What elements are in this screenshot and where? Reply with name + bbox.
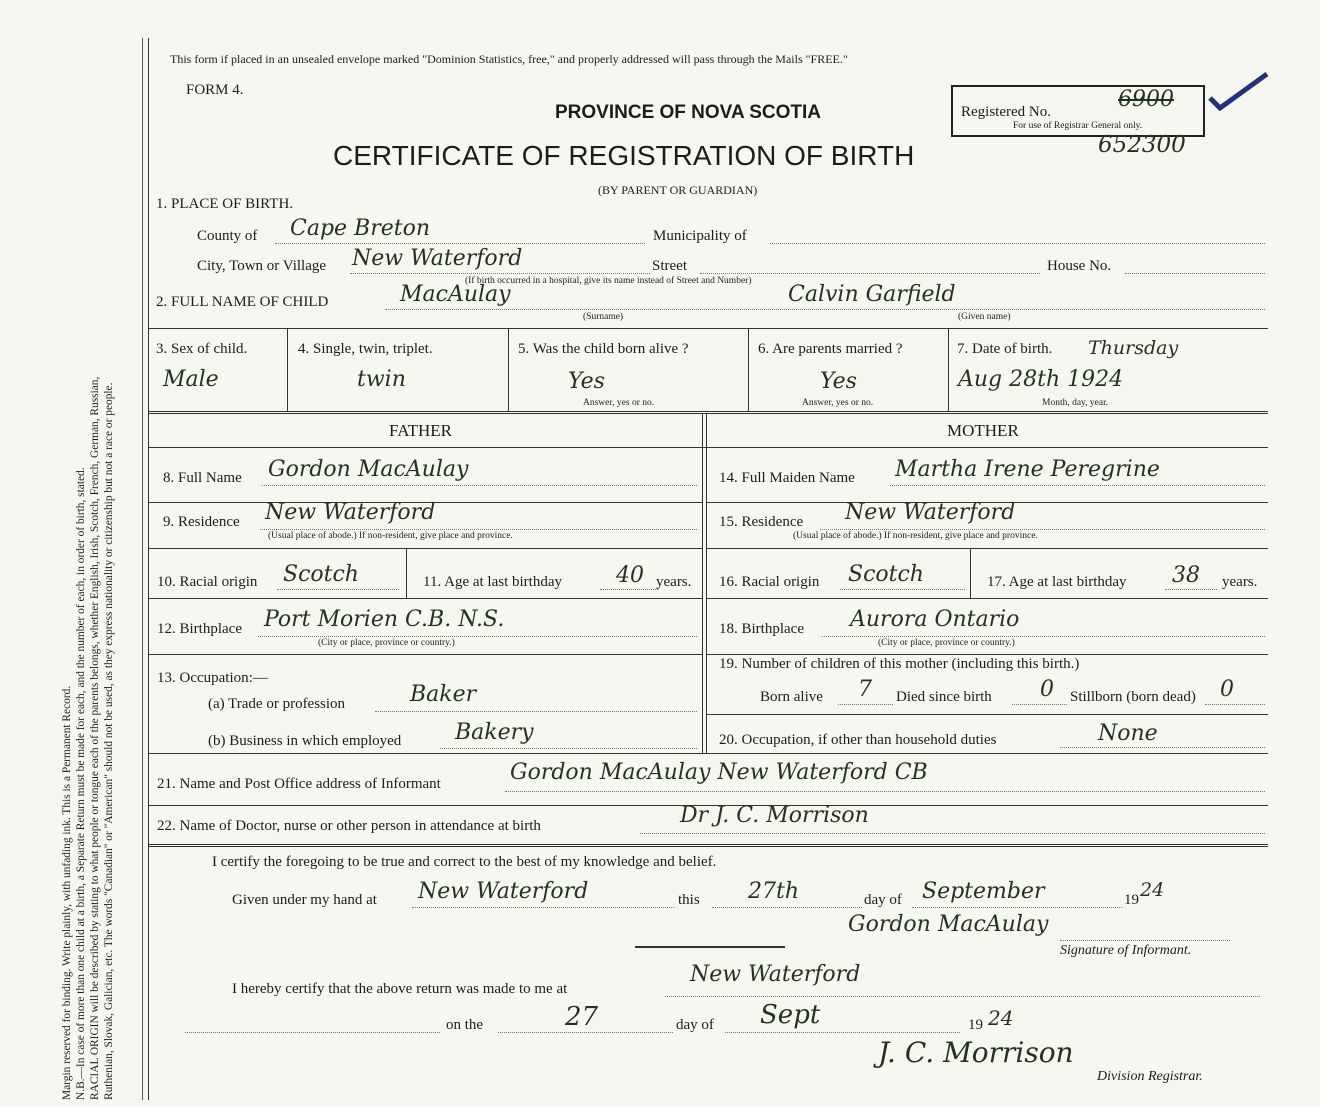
mother-heading: MOTHER: [947, 421, 1019, 440]
margin-line-4: Ruthenian, Slovak, Galician, etc. The words "Canadian" or "American" should not be used, as they express nationality or citizenship but not a race or people.: [103, 382, 115, 1100]
given-under-hand-label: Given under my hand at: [232, 892, 377, 908]
margin-line-3: RACIAL ORIGIN will be described by stating to what people or tongue each of the parents belongs, whether English, Irish, Scotch, French, German, Russian,: [89, 376, 101, 1100]
born-alive-count-label: Born alive: [760, 689, 823, 705]
doctor-value: Dr J. C. Morrison: [680, 803, 869, 828]
stillborn-label: Stillborn (born dead): [1070, 689, 1196, 705]
registration-year-prefix: 19: [968, 1017, 983, 1033]
registrar-statement: I hereby certify that the above return was made to me at: [232, 981, 568, 997]
margin-line-2: N.B.—In case of more than one child at a birth, a Separate Return must be made for each, and the number of each, in order of birth, stated.: [75, 467, 87, 1100]
born-alive-value: Yes: [568, 369, 605, 394]
date-of-birth-label: 7. Date of birth.: [957, 341, 1053, 357]
father-racial-origin: Scotch: [283, 562, 359, 587]
child-name-label: 2. FULL NAME OF CHILD: [156, 294, 329, 310]
mail-notice: This form if placed in an unsealed envelope marked "Dominion Statistics, free," and properly addressed will pass through the Mails "FREE.": [170, 52, 848, 66]
born-alive-caption: Answer, yes or no.: [583, 398, 655, 408]
plurality-value: twin: [357, 367, 406, 392]
father-heading: FATHER: [389, 421, 452, 440]
checkmark-icon: [1205, 70, 1275, 115]
mother-residence-caption: (Usual place of abode.) If non-resident, give place and province.: [793, 531, 1038, 541]
registrar-place: New Waterford: [690, 962, 861, 987]
mother-occupation-label: 20. Occupation, if other than household duties: [719, 732, 997, 748]
mother-age: 38: [1172, 563, 1200, 588]
born-alive-label: 5. Was the child born alive ?: [518, 341, 689, 357]
certificate-subtitle: (BY PARENT OR GUARDIAN): [598, 183, 758, 197]
informant-label: 21. Name and Post Office address of Informant: [157, 776, 441, 792]
registered-value: 6900: [1118, 87, 1174, 112]
registered-number-box: [951, 85, 1205, 137]
birth-weekday: Thursday: [1088, 337, 1179, 359]
given-day-of-label: day of: [864, 892, 902, 908]
registrar-signature: J. C. Morrison: [878, 1036, 1074, 1069]
form-left-border: [148, 38, 149, 1100]
mother-age-label: 17. Age at last birthday: [987, 574, 1127, 590]
street-label: Street: [652, 258, 687, 274]
place-of-birth-label: 1. PLACE OF BIRTH.: [156, 196, 294, 212]
province-heading: PROVINCE OF NOVA SCOTIA: [555, 102, 822, 123]
registrar-only-note: For use of Registrar General only.: [1013, 121, 1143, 131]
given-year: 24: [1140, 879, 1165, 901]
parents-married-value: Yes: [820, 369, 857, 394]
form-number: FORM 4.: [186, 82, 244, 98]
mother-racial-label: 16. Racial origin: [719, 574, 820, 590]
county-label: County of: [197, 228, 258, 244]
certificate-title: CERTIFICATE OF REGISTRATION OF BIRTH: [333, 140, 915, 171]
father-residence: New Waterford: [265, 500, 436, 525]
mother-maiden-name: Martha Irene Peregrine: [895, 457, 1160, 482]
stillborn-count: 0: [1220, 677, 1234, 702]
trade-label: (a) Trade or profession: [208, 696, 346, 712]
on-the-label: on the: [446, 1017, 484, 1033]
informant-signature: Gordon MacAulay: [848, 912, 1049, 937]
hospital-note: (If birth occurred in a hospital, give its name instead of Street and Number): [465, 276, 752, 286]
mother-residence: New Waterford: [845, 500, 1016, 525]
father-business: Bakery: [455, 720, 534, 745]
father-age: 40: [616, 563, 644, 588]
mother-residence-label: 15. Residence: [719, 514, 804, 530]
margin-instructions: [60, 60, 116, 1100]
registrar-signature-label: Division Registrar.: [1097, 1069, 1203, 1084]
given-year-prefix: 19: [1124, 892, 1139, 908]
date-of-birth-value: Aug 28th 1924: [958, 367, 1124, 392]
born-alive-count: 7: [858, 677, 872, 702]
mother-birthplace-label: 18. Birthplace: [719, 621, 804, 637]
binding-margin-line: [142, 38, 143, 1100]
given-name-caption: (Given name): [958, 312, 1011, 322]
dob-caption: Month, day, year.: [1042, 398, 1109, 408]
registration-month: Sept: [760, 1000, 821, 1030]
father-name-label: 8. Full Name: [163, 470, 242, 486]
informant-signature-label: Signature of Informant.: [1060, 943, 1192, 958]
married-caption: Answer, yes or no.: [802, 398, 874, 408]
child-given-name: Calvin Garfield: [788, 282, 956, 307]
died-since-birth-count: 0: [1040, 677, 1054, 702]
mother-birthplace: Aurora Ontario: [850, 607, 1020, 632]
mother-occupation: None: [1098, 721, 1158, 746]
father-name: Gordon MacAulay: [268, 457, 469, 482]
registration-day: 27: [565, 1002, 599, 1032]
died-since-birth-label: Died since birth: [896, 689, 992, 705]
registration-day-of-label: day of: [676, 1017, 714, 1033]
business-label: (b) Business in which employed: [208, 733, 402, 749]
father-birthplace: Port Morien C.B. N.S.: [264, 607, 505, 632]
child-surname: MacAulay: [400, 282, 511, 307]
father-birthplace-caption: (City or place, province or country.): [318, 638, 455, 648]
occupation-label: 13. Occupation:—: [157, 670, 268, 686]
father-trade: Baker: [410, 682, 477, 707]
sex-label: 3. Sex of child.: [156, 341, 248, 357]
divider: [148, 328, 1268, 329]
municipality-label: Municipality of: [653, 228, 747, 244]
registered-label: Registered No.: [961, 104, 1051, 120]
children-count-label: 19. Number of children of this mother (including this birth.): [719, 656, 1080, 672]
city-label: City, Town or Village: [197, 258, 327, 274]
father-racial-label: 10. Racial origin: [157, 574, 258, 590]
doctor-label: 22. Name of Doctor, nurse or other person in attendance at birth: [157, 818, 541, 834]
father-residence-label: 9. Residence: [163, 514, 240, 530]
separator: [635, 946, 785, 948]
surname-caption: (Surname): [583, 312, 624, 322]
handwritten-registration-number: 652300: [1098, 132, 1186, 158]
plurality-label: 4. Single, twin, triplet.: [298, 341, 433, 357]
given-day: 27th: [748, 879, 800, 904]
city-value: New Waterford: [352, 246, 523, 271]
margin-line-1: Margin reserved for binding. Write plainly, with unfading ink. This is a Permanent Record.: [61, 685, 73, 1100]
father-residence-caption: (Usual place of abode.) If non-resident, give place and province.: [268, 531, 513, 541]
registration-year: 24: [988, 1006, 1014, 1030]
father-age-years: years.: [656, 574, 692, 590]
mother-birthplace-caption: (City or place, province or country.): [878, 638, 1015, 648]
parents-married-label: 6. Are parents married ?: [758, 341, 903, 357]
house-number-label: House No.: [1047, 258, 1112, 274]
mother-name-label: 14. Full Maiden Name: [719, 470, 855, 486]
sex-value: Male: [163, 367, 219, 392]
father-birthplace-label: 12. Birthplace: [157, 621, 242, 637]
county-value: Cape Breton: [290, 216, 431, 241]
mother-age-years: years.: [1222, 574, 1258, 590]
mother-racial-origin: Scotch: [848, 562, 924, 587]
certification-statement: I certify the foregoing to be true and correct to the best of my knowledge and belief.: [212, 854, 717, 870]
given-month: September: [922, 879, 1045, 904]
given-place: New Waterford: [418, 879, 589, 904]
father-age-label: 11. Age at last birthday: [423, 574, 562, 590]
given-this-label: this: [678, 892, 700, 908]
informant-value: Gordon MacAulay New Waterford CB: [510, 760, 928, 785]
